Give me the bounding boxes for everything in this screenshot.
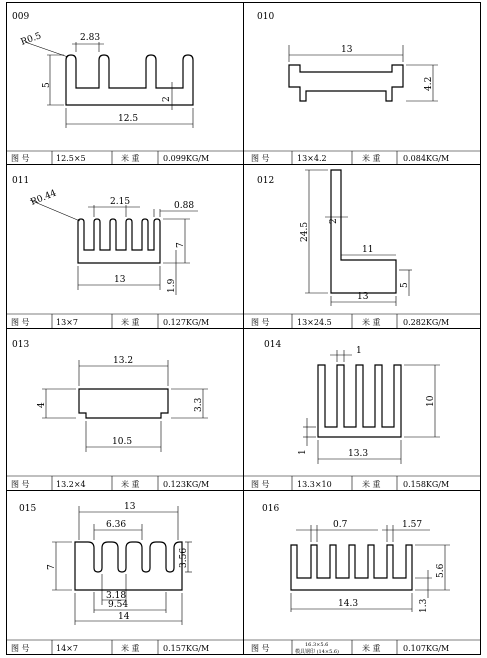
- dim-radius: R0.44: [29, 188, 58, 208]
- panel-014: [251, 340, 449, 489]
- dim-height: 5.6: [436, 563, 446, 578]
- part-code: 009: [12, 12, 30, 22]
- profile-012: [331, 170, 396, 293]
- profile-010: [289, 65, 403, 101]
- dim-base: 2: [162, 96, 172, 102]
- part-code: 015: [19, 504, 37, 514]
- dim-pitch: 2.83: [80, 33, 101, 43]
- label-figure-no: 图 号: [251, 480, 270, 489]
- size-value: 12.5×5: [56, 154, 86, 163]
- dim-width: 13: [114, 275, 126, 285]
- weight-value: 0.158KG/M: [403, 480, 450, 489]
- dim-pitch: 1.57: [402, 520, 423, 530]
- label-figure-no: 图 号: [251, 154, 270, 163]
- dim-radius: R0.5: [19, 31, 43, 48]
- part-code: 011: [12, 176, 30, 186]
- dim-width: 14.3: [338, 599, 359, 609]
- dim-arm-height: 5: [400, 282, 410, 288]
- weight-value: 0.099KG/M: [163, 154, 210, 163]
- dim-inner: 9.54: [108, 600, 129, 610]
- size-value: 13×7: [56, 318, 78, 327]
- part-code: 014: [264, 340, 282, 350]
- label-weight: 米 重: [362, 318, 381, 327]
- dim-step: 3.3: [194, 397, 204, 412]
- dim-width: 13.2: [113, 356, 134, 366]
- dim-height: 7: [176, 242, 186, 248]
- weight-value: 0.282KG/M: [403, 318, 450, 327]
- dim-base: 1: [298, 449, 308, 455]
- dim-width: 13: [341, 45, 353, 55]
- dim-slot: 10.5: [112, 437, 133, 447]
- dim-gap: 3.18: [106, 591, 127, 601]
- panel-013: [11, 340, 209, 489]
- part-code: 016: [262, 504, 280, 514]
- weight-value: 0.127KG/M: [163, 318, 210, 327]
- label-figure-no: 图 号: [11, 644, 30, 653]
- dim-top-width: 13: [124, 502, 136, 512]
- panel-012: [251, 170, 449, 327]
- label-weight: 米 重: [121, 480, 140, 489]
- dim-fin: 0.88: [174, 201, 195, 211]
- label-weight: 米 重: [362, 644, 381, 653]
- label-weight: 米 重: [121, 644, 140, 653]
- weight-value: 0.157KG/M: [163, 644, 210, 653]
- dim-pitch: 6.36: [106, 520, 127, 530]
- panel-015: [11, 502, 209, 653]
- label-figure-no: 图 号: [251, 318, 270, 327]
- part-code: 010: [257, 12, 275, 22]
- panel-016: [251, 504, 450, 655]
- label-figure-no: 图 号: [11, 318, 30, 327]
- dim-fin: 1: [356, 346, 362, 356]
- dim-height: 7: [47, 564, 57, 570]
- weight-value: 0.123KG/M: [163, 480, 210, 489]
- size-note: 16.3×5.6: [305, 642, 329, 648]
- part-code: 013: [12, 340, 30, 350]
- size-value: 13×4.2: [297, 154, 327, 163]
- dim-base: 1.9: [167, 278, 177, 293]
- size-value: 13×24.5: [297, 318, 332, 327]
- label-figure-no: 图 号: [11, 154, 30, 163]
- part-code: 012: [257, 176, 275, 186]
- profile-011: [78, 219, 160, 263]
- profile-014: [318, 365, 401, 437]
- panel-010: [251, 12, 449, 163]
- dim-gap: 0.7: [333, 520, 348, 530]
- dim-width: 12.5: [118, 114, 139, 124]
- dim-width: 14: [118, 612, 130, 622]
- size-note-stamp: 模具钢印 (14×5.6): [295, 649, 339, 655]
- dim-base: 1.3: [419, 598, 429, 613]
- size-value: 13.3×10: [297, 480, 332, 489]
- dim-height: 10: [426, 395, 436, 407]
- weight-value: 0.084KG/M: [403, 154, 450, 163]
- label-weight: 米 重: [362, 154, 381, 163]
- profile-009: [66, 55, 193, 105]
- dim-groove: 3.56: [179, 547, 189, 568]
- dim-width: 13: [357, 292, 369, 302]
- dim-height: 4: [37, 402, 47, 408]
- profile-013: [79, 389, 168, 418]
- weight-value: 0.107KG/M: [403, 644, 450, 653]
- label-figure-no: 图 号: [11, 480, 30, 489]
- dim-thick: 2: [329, 218, 339, 224]
- panel-009: [11, 12, 209, 163]
- size-value: 13.2×4: [56, 480, 86, 489]
- dim-width: 13.3: [348, 449, 369, 459]
- profile-016: [291, 545, 412, 590]
- label-figure-no: 图 号: [251, 644, 270, 653]
- label-weight: 米 重: [121, 154, 140, 163]
- size-value: 14×7: [56, 644, 78, 653]
- dim-arm: 11: [362, 245, 374, 255]
- label-weight: 米 重: [121, 318, 140, 327]
- dim-pitch: 2.15: [110, 197, 131, 207]
- panel-011: [11, 176, 209, 327]
- dim-height: 5: [42, 82, 52, 88]
- dim-height: 24.5: [300, 221, 310, 242]
- profile-015: [75, 542, 182, 590]
- dim-height: 4.2: [424, 76, 434, 91]
- label-weight: 米 重: [362, 480, 381, 489]
